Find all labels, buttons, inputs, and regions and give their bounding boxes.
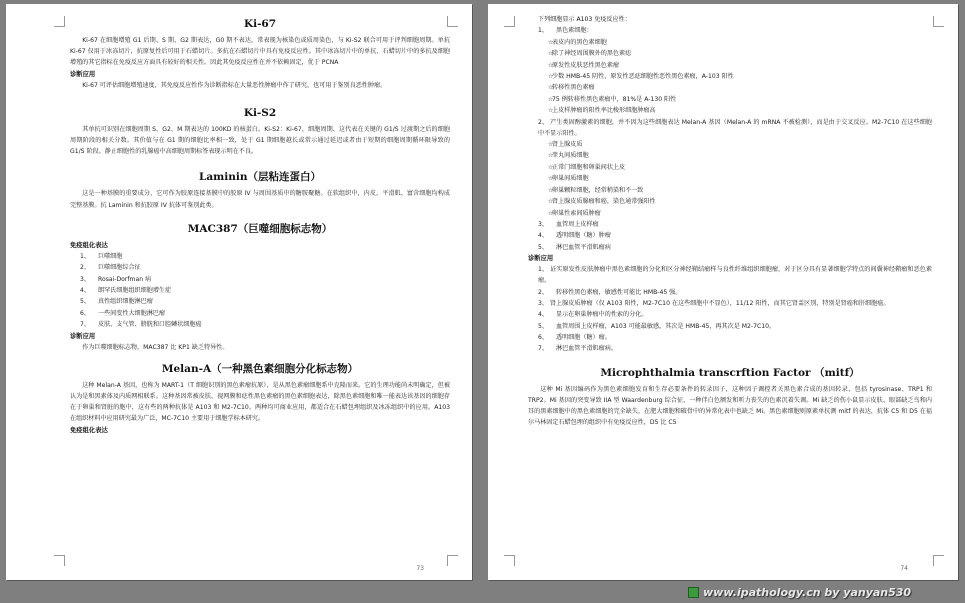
document-page-left bbox=[6, 4, 472, 580]
mac387-ihc-label: 免疫组化表达 bbox=[70, 241, 108, 249]
star-icon: ☆ bbox=[548, 141, 554, 149]
list-item: 4、 透明细胞（糖）肿瘤 bbox=[538, 232, 611, 240]
star-icon: ☆ bbox=[548, 95, 554, 103]
section-title-mac387: MAC387（巨噬细胞标志物） bbox=[187, 222, 333, 235]
dx-list-continued bbox=[528, 309, 932, 355]
list-item: 3、 血管周上皮样瘤 bbox=[538, 220, 599, 228]
section-title-ki67: Ki-67 bbox=[243, 18, 277, 30]
section-title-mitf: Microphthalmia transcrftion Factor （mitf） bbox=[600, 366, 860, 379]
star-icon: ☆ bbox=[548, 209, 554, 217]
section-title-laminin: Laminin（层粘连蛋白） bbox=[198, 171, 322, 184]
document-page-right bbox=[488, 4, 958, 580]
kis2-body: 其单抗可识别在细胞周期 S、G2、M 期表达的 100KD 的核蛋白。Ki-S2：Ki-67，细胞周期、这代表在关键的 G1/S 过渡期之后的细胞周期阶段的相关分数。其价值与在 G1 期的细胞比率相一致，处于 G1 期细胞越长或常示通过延迟或者由于短期的细胞周期循环限导致的 G1/S 阶段。静止细胞性的乳腺癌中高细胞周期标签表现示明在不良。 bbox=[70, 125, 450, 156]
list-item: 5、 淋巴血管平滑肌瘤病 bbox=[538, 243, 611, 251]
mac387-usage-label: 诊断应用 bbox=[70, 332, 96, 340]
list-item: 3、 Rosai-Dorfman 病 bbox=[80, 275, 152, 283]
mitf-body: 这种 Mi 基因编码作为黑色素细胞发育和生存必要条件的转录因子，这种因子调控者关黑色素合成的基因转录，包括 tyrosinase、TRP1 和 TRP2。Mi 基因的突变导致 IIA 型 Waardenburg 综合征，一种伴白色额发和听力丧失的色素沉着失调。Mi 缺乏的伤小鼠显示皮肤、眼部缺乏鸟和内耳的黑素细胞中的黑色素细胞的完全缺失，在肥大细胞和破骨中的异常化表中也缺乏 Mi。黑色素细胞则原素单抗测 mitf 的表达，抗体 C5 和 D5 在福尔马林固定石蜡包埋的组织中有免疫反应性，D5 比 C5 bbox=[528, 385, 932, 427]
list-item: ☆原发性皮肤恶性黑色素瘤 bbox=[528, 60, 932, 71]
star-icon: ☆ bbox=[548, 73, 554, 81]
list-item: ☆卵巢间质细胞 bbox=[528, 173, 932, 184]
list-item: ☆除了神经周围膜外的黑色素痣 bbox=[528, 48, 932, 59]
steroid-sublist bbox=[528, 139, 932, 219]
melanocyte-sublist bbox=[528, 37, 932, 117]
list-item: ☆转移性黑色素瘤 bbox=[528, 82, 932, 93]
laminin-body: 这是一种基膜的重要成分，它可作为胶原连接基膜中的胶原 IV 与周围基质中的糖胺聚糖。在软组织中，内皮、平滑肌、富含细胞均构成完整基膜。抗 Laminin 和抗胶原 IV 抗体可鉴别此类。 bbox=[70, 190, 450, 209]
a103-list bbox=[528, 25, 932, 36]
melana-body: 这种 Melan-A 基因，也称为 MART-1（T 细胞识别的黑色素瘤抗原），是从黑色素瘤细胞系中克隆而来。它的生理功能尚未明确定，但被认为是和黑素体及内质网相联系。这种基因常被皮肤、视网膜和痣性黑色素瘤的黑色素细胞表达，除黑色素细胞和唯一能表达该基因的细胞存在于卵巢和肾脏的胞中，这有些的两种抗体是 A103 和 M2-7C10。两种均可商业应用，都适合在石蜡包埋组织及冰冻组织中的应用。A103 在组织材料中应用研究最为广泛，MC-7C10 主要用于细胞学标本研究。 bbox=[70, 381, 450, 423]
ki67-usage: Ki-67 可评估细胞增殖速度，其免疫反应性作为诊断指标在大量恶性肿瘤中作了研究，也可用于鉴别良恶性肿瘤。 bbox=[82, 81, 387, 89]
list-item: 5、 真性组织细胞淋巴瘤 bbox=[80, 298, 153, 306]
section-title-kis2: Ki-S2 bbox=[243, 106, 277, 119]
list-item: ☆卵巢性索间质肿瘤 bbox=[528, 208, 932, 219]
list-item: 6、 一些间变性大细胞淋巴瘤 bbox=[80, 309, 166, 317]
list-item: ☆肾上腺皮质腺瘤和癌，染色通常强阳性 bbox=[528, 196, 932, 207]
mac387-usage: 作为巨噬细胞标志物，MAC387 比 KP1 缺乏特异性。 bbox=[82, 343, 229, 351]
steroid-cells-text: 2、 产生类固醇激素的细胞，并不因为这些细胞表达 Melan-A 基因（Melan-A 的 mRNA 不被检测），而是由于交叉反应。M2-7C10 在这些细胞中不显示阳性。 bbox=[538, 118, 932, 137]
page-number: 73 bbox=[416, 565, 424, 572]
crop-mark bbox=[54, 16, 65, 27]
star-icon: ☆ bbox=[548, 50, 554, 58]
dx-item-1: 1、 证实原发性皮肤肿瘤中黑色素细胞的分化和区分神经鞘结瘤样与良性纤维组织细胞瘤，对于区分具有显著细胞学特点的间囊神经鞘瘤和恶色素瘤。 bbox=[538, 266, 933, 285]
crop-mark bbox=[447, 16, 458, 27]
list-item: 2、 巨噬细胞综合征 bbox=[80, 264, 141, 272]
list-item: 2、 转移性黑色素瘤，敏感性可能比 HMB-45 强。 bbox=[538, 288, 682, 296]
page-number: 74 bbox=[900, 565, 908, 572]
list-item: ☆上皮样肿瘤的阳性率比梭形细胞肿瘤高 bbox=[528, 105, 932, 116]
dx-list bbox=[528, 287, 932, 298]
list-item: 5、 血管周围上皮样瘤，A103 可能最敏感，其次是 HMB-45，再其次是 M2-7C10。 bbox=[538, 322, 776, 330]
list-item: 6、 透明细胞（糖）瘤。 bbox=[538, 333, 611, 341]
list-item: ☆正常门细胞和卵巢间状上皮 bbox=[528, 162, 932, 173]
star-icon: ☆ bbox=[548, 163, 554, 171]
list-item: 1、 黑色素细胞： bbox=[538, 27, 593, 35]
list-item: 7、 皮肤、支气管、膀胱和口腔鳞状细胞癌 bbox=[80, 321, 202, 329]
star-icon: ☆ bbox=[548, 175, 554, 183]
ki67-body: Ki-67 在细胞增殖 G1 后期、S 期、G2 期表达，G0 期不表达，常表现为核染色或质周染色，与 Ki-S2 联合可用于评判细胞周期。单抗 Ki-67 仅用于冰冻切片，抗原复性后可用于石蜡切片。多抗在石蜡切片中具有免疫反应性。其中冰冻切片中的单抗、石蜡切片中的多抗及细胞增殖的其它指标在免疫反应方面具有较好的相关性。因此其免疫反应性在并不依赖固定，优于 PCNA bbox=[70, 37, 451, 67]
crop-mark bbox=[447, 555, 458, 566]
star-icon: ☆ bbox=[548, 107, 554, 115]
list-item: ☆少数 HMB-45 阴性，原发性恶痣细胞性恶性黑色素瘤，A-103 阳性 bbox=[528, 71, 932, 82]
list-item: 4、 显示在卵巢肿瘤中的性索的分化。 bbox=[538, 311, 648, 319]
mac387-list bbox=[70, 251, 450, 331]
star-icon: ☆ bbox=[548, 152, 554, 160]
list-item: ☆卵巢颗粒细胞，经常稍染和不一致 bbox=[528, 185, 932, 196]
list-item: 1、 巨噬细胞 bbox=[80, 252, 123, 260]
crop-mark bbox=[504, 555, 515, 566]
crop-mark bbox=[504, 16, 515, 27]
crop-mark bbox=[933, 16, 944, 27]
intro-text: 下列细胞显示 A103 免疫反应性： bbox=[538, 16, 631, 23]
star-icon: ☆ bbox=[548, 198, 554, 206]
other-tumors-list bbox=[528, 219, 932, 253]
section-title-melana: Melan-A（一种黑色素细胞分化标志物） bbox=[161, 362, 359, 375]
star-icon: ☆ bbox=[548, 38, 554, 46]
list-item: ☆表皮内的黑色素细胞 bbox=[528, 37, 932, 48]
star-icon: ☆ bbox=[548, 186, 554, 194]
melana-ihc-label: 免疫组化表达 bbox=[70, 426, 108, 434]
star-icon: ☆ bbox=[548, 61, 554, 69]
list-item: 4、 朗罕氏细胞组织细胞增生症 bbox=[80, 287, 172, 295]
crop-mark bbox=[54, 555, 65, 566]
dx-usage-label: 诊断应用 bbox=[528, 255, 554, 263]
watermark-icon bbox=[688, 587, 699, 598]
list-item: ☆睾丸间质细胞 bbox=[528, 150, 932, 161]
list-item: ☆肾上腺皮质 bbox=[528, 139, 932, 150]
dx-item-3: 3、 肾上腺皮质肿瘤（仅 A103 阳性，M2-7C10 在这些细胞中不显色），11/12 阳性，而其它肾盂区别，特别是肾癌和肝细胞癌。 bbox=[538, 299, 890, 307]
star-icon: ☆ bbox=[548, 84, 554, 92]
ki67-usage-label: 诊断应用 bbox=[70, 70, 96, 78]
watermark-text: www.ipathology.cn by yanyan530 bbox=[703, 586, 912, 599]
list-item: ☆75 例转移性黑色素瘤中，81%是 A-130 阳性 bbox=[528, 94, 932, 105]
list-item: 7、 淋巴血管平滑肌瘤病。 bbox=[538, 345, 617, 353]
crop-mark bbox=[933, 555, 944, 566]
